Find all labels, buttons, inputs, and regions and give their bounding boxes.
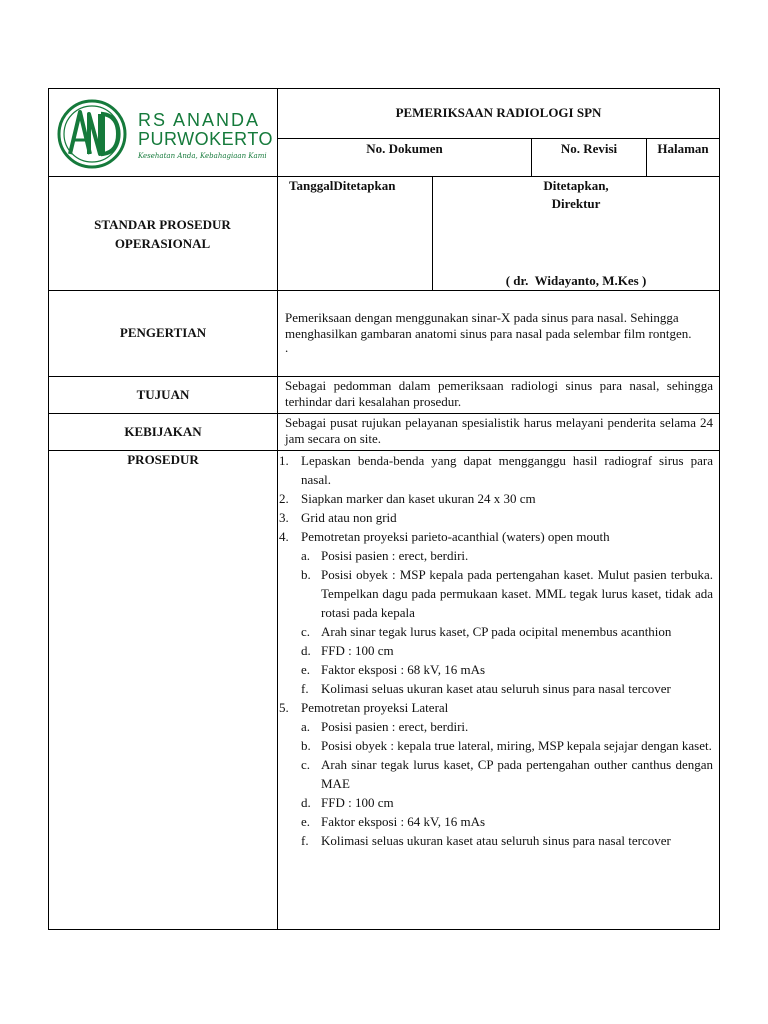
sub-item bbox=[301, 546, 713, 565]
sub-letter: d. bbox=[301, 643, 311, 658]
column-divider bbox=[277, 88, 278, 930]
row-divider bbox=[48, 376, 720, 377]
pengertian-trailing: . bbox=[285, 340, 289, 355]
sub-item bbox=[301, 812, 713, 831]
row-divider bbox=[48, 290, 720, 291]
sub-text: Posisi pasien : erect, berdiri. bbox=[321, 548, 469, 563]
list-number: 4. bbox=[279, 529, 289, 544]
sub-text: Arah sinar tegak lurus kaset, CP pada ocipital menembus acanthion bbox=[321, 624, 672, 639]
pengertian-label: PENGERTIAN bbox=[119, 325, 207, 340]
prosedur-label: PROSEDUR bbox=[127, 452, 199, 467]
sop-label: STANDAR PROSEDUR OPERASIONAL bbox=[94, 217, 231, 251]
sub-item bbox=[301, 641, 713, 660]
table-border-top bbox=[48, 88, 720, 89]
table-border-bottom bbox=[48, 929, 720, 930]
logo-tagline: Kesehatan Anda, Kebahagiaan Kami bbox=[138, 152, 267, 160]
sub-item bbox=[301, 831, 713, 850]
document-title: PEMERIKSAAN RADIOLOGI SPN bbox=[395, 105, 602, 120]
sublist-step4 bbox=[279, 546, 713, 698]
logo-city: PURWOKERTO bbox=[138, 129, 274, 149]
list-item bbox=[279, 489, 713, 508]
sub-item bbox=[301, 660, 713, 679]
signatory-name: ( dr. Widayanto, M.Kes ) bbox=[505, 273, 647, 288]
list-item bbox=[279, 451, 713, 489]
tujuan-label: TUJUAN bbox=[136, 387, 190, 402]
sub-letter: e. bbox=[301, 814, 311, 829]
no-dokumen-label: No. Dokumen bbox=[366, 141, 443, 156]
sub-letter: a. bbox=[301, 548, 311, 563]
list-text: Grid atau non grid bbox=[301, 510, 397, 525]
sub-text: Posisi obyek : MSP kepala pada pertengahan kaset. Mulut pasien terbuka. Tempelkan dagu pada permukaan kaset. MML tegak lurus kaset, tidak ada rotasi pada kepala bbox=[321, 567, 713, 620]
list-item bbox=[279, 527, 713, 546]
list-item bbox=[279, 698, 713, 717]
sub-item bbox=[301, 679, 713, 698]
sub-letter: c. bbox=[301, 624, 311, 639]
list-number: 5. bbox=[279, 700, 289, 715]
sub-text: Faktor eksposi : 64 kV, 16 mAs bbox=[321, 814, 486, 829]
sub-item bbox=[301, 736, 713, 755]
ditetapkan-label: Ditetapkan, bbox=[543, 178, 609, 193]
pengertian-body: Pemeriksaan dengan menggunakan sinar-X pada sinus para nasal. Sehingga menghasilkan gambaran anatomi sinus para nasal pada selembar film rontgen. bbox=[285, 310, 692, 341]
sub-item bbox=[301, 717, 713, 736]
kebijakan-text: Sebagai pusat rujukan pelayanan spesialistik harus melayani penderita selama 24 jam secara on site. bbox=[285, 415, 713, 446]
sub-text: Arah sinar tegak lurus kaset, CP pada pertengahan outher canthus dengan MAE bbox=[321, 757, 713, 791]
table-border-right bbox=[719, 88, 720, 930]
tanggal-ditetapkan-label: TanggalDitetapkan bbox=[289, 178, 396, 193]
list-item bbox=[279, 508, 713, 527]
sub-text: Kolimasi seluas ukuran kaset atau seluruh sinus para nasal tercover bbox=[321, 681, 671, 696]
sub-letter: c. bbox=[301, 757, 311, 772]
row-divider bbox=[277, 138, 719, 139]
list-number: 3. bbox=[279, 510, 289, 525]
sub-text: Posisi pasien : erect, berdiri. bbox=[321, 719, 469, 734]
logo-emblem bbox=[56, 98, 128, 170]
sub-letter: a. bbox=[301, 719, 311, 734]
sub-text: Faktor eksposi : 68 kV, 16 mAs bbox=[321, 662, 486, 677]
sub-letter: d. bbox=[301, 795, 311, 810]
sub-text: Kolimasi seluas ukuran kaset atau seluruh sinus para nasal tercover bbox=[321, 833, 671, 848]
hospital-logo bbox=[56, 98, 274, 170]
sub-letter: b. bbox=[301, 738, 311, 753]
sub-letter: e. bbox=[301, 662, 311, 677]
no-revisi-label: No. Revisi bbox=[560, 141, 618, 156]
list-number: 1. bbox=[279, 453, 289, 468]
list-text: Lepaskan benda-benda yang dapat mengganggu hasil radiograf sirus para nasal. bbox=[301, 453, 713, 487]
kebijakan-label: KEBIJAKAN bbox=[124, 424, 202, 439]
sub-text: FFD : 100 cm bbox=[321, 643, 394, 658]
table-border-left bbox=[48, 88, 49, 930]
pengertian-text bbox=[285, 310, 713, 354]
list-text: Siapkan marker dan kaset ukuran 24 x 30 cm bbox=[301, 491, 536, 506]
logo-name: RS ANANDA bbox=[138, 110, 261, 130]
sub-item bbox=[301, 565, 713, 622]
sub-item bbox=[301, 755, 713, 793]
sub-letter: f. bbox=[301, 681, 309, 696]
list-text: Pemotretan proyeksi parieto-acanthial (waters) open mouth bbox=[301, 529, 610, 544]
sub-letter: f. bbox=[301, 833, 309, 848]
row-divider bbox=[48, 413, 720, 414]
list-number: 2. bbox=[279, 491, 289, 506]
tujuan-text: Sebagai pedomman dalam pemeriksaan radiologi sinus para nasal, sehingga terhindar dari kesalahan prosedur. bbox=[285, 378, 713, 409]
list-text: Pemotretan proyeksi Lateral bbox=[301, 700, 449, 715]
sub-item bbox=[301, 622, 713, 641]
prosedur-list bbox=[279, 451, 713, 850]
sub-text: FFD : 100 cm bbox=[321, 795, 394, 810]
sub-letter: b. bbox=[301, 567, 311, 582]
sub-text: Posisi obyek : kepala true lateral, miring, MSP kepala sejajar dengan kaset. bbox=[321, 738, 712, 753]
halaman-label: Halaman bbox=[657, 141, 709, 156]
direktur-label: Direktur bbox=[551, 196, 601, 211]
row-divider bbox=[48, 176, 720, 177]
sublist-step5 bbox=[279, 717, 713, 850]
sub-item bbox=[301, 793, 713, 812]
